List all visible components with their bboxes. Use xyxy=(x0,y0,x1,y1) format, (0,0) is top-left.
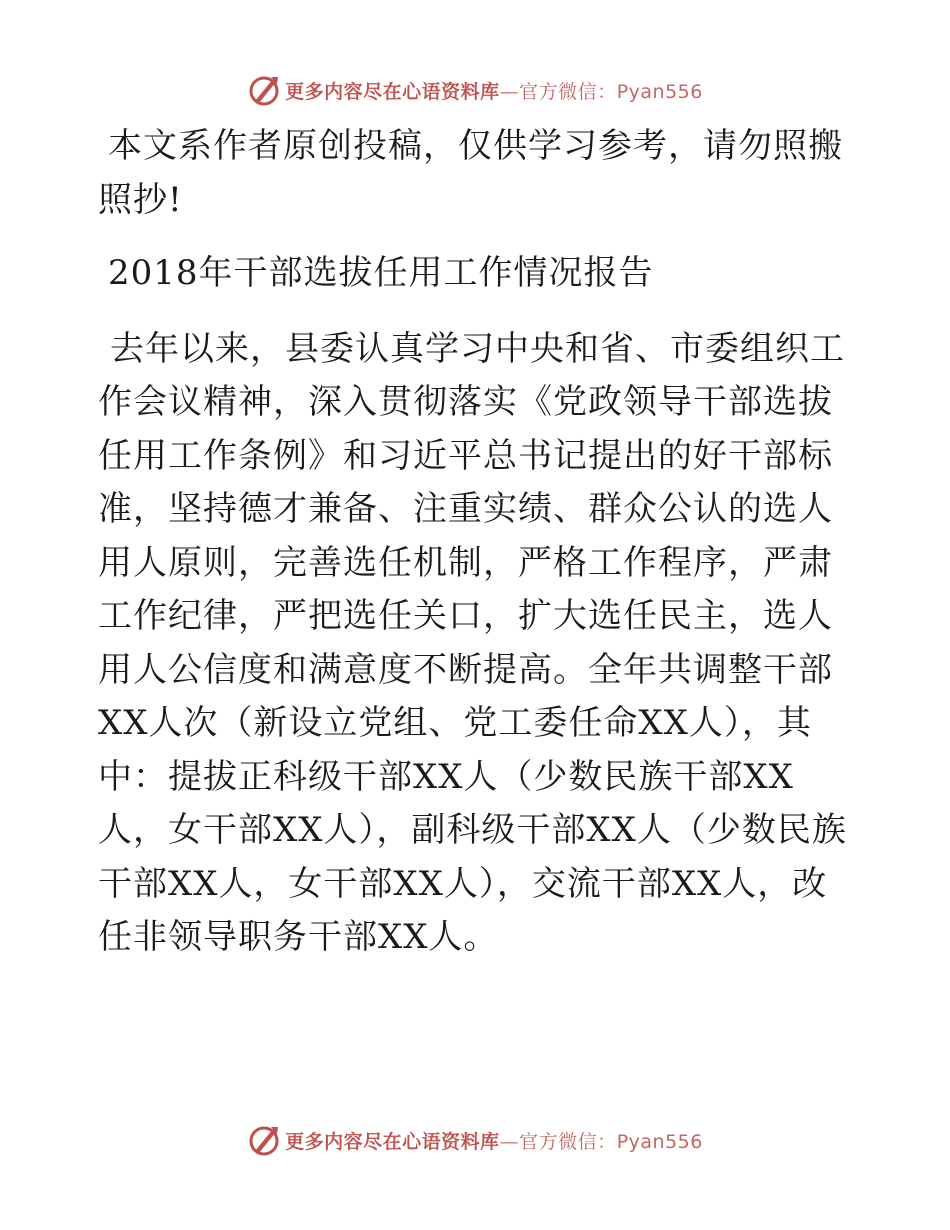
watermark-text: 更多内容尽在心语资料库—官方微信：Pyan556 xyxy=(285,1130,703,1153)
document-body xyxy=(98,120,850,965)
document-title: 2018年干部选拔任用工作情况报告 xyxy=(108,253,654,293)
header-watermark-banner xyxy=(0,70,950,110)
watermark-text: 更多内容尽在心语资料库—官方微信：Pyan556 xyxy=(285,80,703,103)
quill-pen-seal-icon xyxy=(247,1123,281,1157)
quill-pen-seal-icon xyxy=(247,73,281,107)
footer-watermark-banner xyxy=(0,1120,950,1160)
copyright-notice: 本文系作者原创投稿，仅供学习参考，请勿照搬照抄! xyxy=(98,126,843,220)
body-paragraph: 去年以来，县委认真学习中央和省、市委组织工作会议精神，深入贯彻落实《党政领导干部选拔任用工作条例》和习近平总书记提出的好干部标准，坚持德才兼备、注重实绩、群众公认的选人用人原则，完善选任机制，严格工作程序，严肃工作纪律，严把选任关口，扩大选任民主，选人用人公信度和满意度不断提高。全年共调整干部XX人次（新设立党组、党工委任命XX人），其中：提拔正科级干部XX人（少数民族干部XX人，女干部XX人），副科级干部XX人（少数民族干部XX人，女干部XX人），交流干部XX人，改任非领导职务干部XX人。 xyxy=(98,328,847,957)
